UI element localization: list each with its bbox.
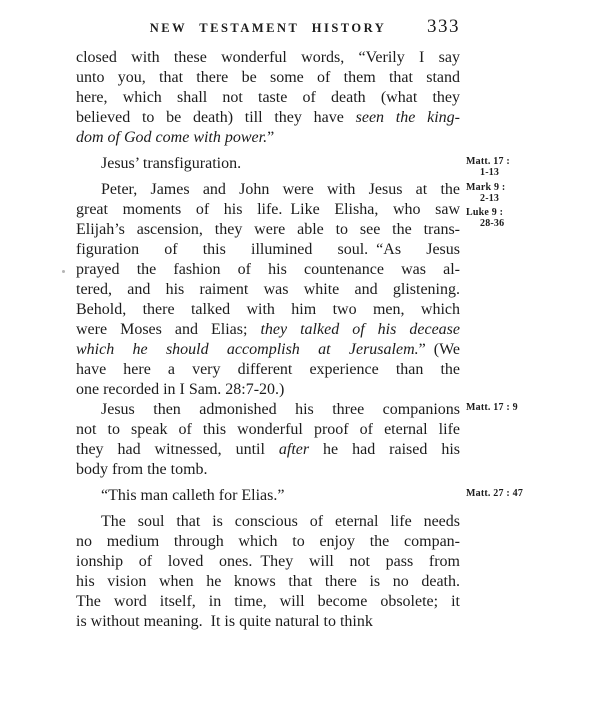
text-segment: The word itself, in time, will become obsolete; it: [76, 593, 460, 610]
text-segment: Behold, there talked with him two men, which: [76, 301, 460, 318]
text-line: [76, 200, 460, 220]
text-line: [76, 220, 460, 240]
text-segment: his vision when he knows that there is no death.: [76, 573, 460, 590]
text-line: [76, 300, 460, 320]
text-line: [76, 572, 460, 592]
page-number: 333: [427, 16, 460, 37]
paragraph-admonition: [76, 400, 518, 480]
text-segment: he had raised his: [309, 441, 460, 458]
text-segment: Jesus then admonished his three companions: [101, 401, 460, 418]
text-line: [76, 180, 460, 200]
text-line: [76, 88, 460, 108]
running-head: [76, 16, 460, 37]
text-segment: no medium through which to enjoy the compan-: [76, 533, 460, 550]
sidehead-elias: [76, 486, 524, 506]
paragraph-continuation: [76, 48, 460, 148]
text-line: [76, 260, 460, 280]
text-line: [76, 360, 460, 380]
paragraph-transfiguration: [76, 180, 506, 400]
text-segment: believed to be death) till they have: [76, 109, 356, 126]
italic-text-segment: they talked of his decease: [260, 321, 460, 338]
scan-speck-artifact: [62, 270, 65, 273]
margin-note-line: 28-36: [480, 218, 505, 229]
text-segment: they had witnessed, until: [76, 441, 279, 458]
margin-note: [466, 207, 566, 229]
text-segment: The soul that is conscious of eternal life needs: [101, 513, 460, 530]
margin-note-line: Luke 9 :: [466, 207, 504, 218]
text-line: [76, 380, 460, 400]
text-segment: “This man calleth for Elias.”: [101, 487, 285, 504]
text-line: [76, 154, 460, 174]
text-segment: ionship of loved ones. They will not pass from: [76, 553, 460, 570]
margin-note-line: Mark 9 :: [466, 182, 506, 193]
text-segment: figuration of this illumined soul. “As Jesus: [76, 241, 460, 258]
italic-text-segment: after: [278, 441, 310, 458]
margin-note: [466, 402, 566, 413]
text-segment: tered, and his raiment was white and glistening.: [76, 281, 460, 298]
text-line: [76, 486, 460, 506]
text-segment: closed with these wonderful words, “Verily I say: [76, 49, 460, 66]
text-line: [76, 68, 460, 88]
text-segment: Jesus’ transfiguration.: [101, 155, 242, 172]
margin-note-line: 2-13: [480, 193, 500, 204]
text-segment: were Moses and Elias;: [76, 321, 261, 338]
margin-note: [466, 182, 566, 204]
text-segment: great moments of his life. Like Elisha, who saw: [76, 201, 460, 218]
margin-note-line: Matt. 17 :: [466, 156, 510, 167]
text-segment: prayed the fashion of his countenance was al-: [76, 261, 460, 278]
italic-text-segment: seen the king-: [355, 109, 460, 126]
italic-text-segment: which he should accomplish at Jerusalem.: [76, 341, 419, 358]
italic-text-segment: dom of God come with power.: [76, 129, 268, 146]
text-segment: Peter, James and John were with Jesus at the: [101, 181, 460, 198]
margin-note: [466, 488, 566, 499]
text-segment: body from the tomb.: [76, 461, 208, 478]
text-line: [76, 460, 460, 480]
text-line: [76, 420, 460, 440]
text-line: [76, 108, 460, 128]
running-title: NEW TESTAMENT HISTORY: [149, 21, 387, 35]
text-block: [76, 48, 524, 632]
text-segment: is without meaning. It is quite natural to think: [76, 613, 373, 630]
margin-note: [466, 156, 566, 178]
paragraph-eternal-life: [76, 512, 460, 632]
text-segment: one recorded in I Sam. 28:7-20.): [76, 381, 285, 398]
text-line: [76, 340, 460, 360]
text-line: [76, 440, 460, 460]
margin-note-line: Matt. 27 : 47: [466, 488, 524, 499]
text-line: [76, 592, 460, 612]
text-line: [76, 400, 460, 420]
text-line: [76, 612, 460, 632]
text-segment: unto you, that there be some of them that stand: [76, 69, 460, 86]
margin-note-line: 1-13: [480, 167, 500, 178]
text-line: [76, 280, 460, 300]
text-line: [76, 320, 460, 340]
text-line: [76, 532, 460, 552]
text-segment: not to speak of this wonderful proof of eternal life: [76, 421, 460, 438]
sidehead-transfiguration: [76, 154, 510, 178]
margin-note-line: Matt. 17 : 9: [466, 402, 518, 413]
text-line: [76, 128, 460, 148]
text-segment: here, which shall not taste of death (what they: [76, 89, 460, 106]
text-line: [76, 552, 460, 572]
text-segment: have here a very different experience than the: [76, 361, 460, 378]
text-segment: ” (We: [418, 341, 460, 358]
text-segment: Elijah’s ascension, they were able to see the trans-: [76, 221, 460, 238]
text-line: [76, 512, 460, 532]
text-segment: ”: [267, 129, 275, 146]
text-line: [76, 240, 460, 260]
text-line: [76, 48, 460, 68]
